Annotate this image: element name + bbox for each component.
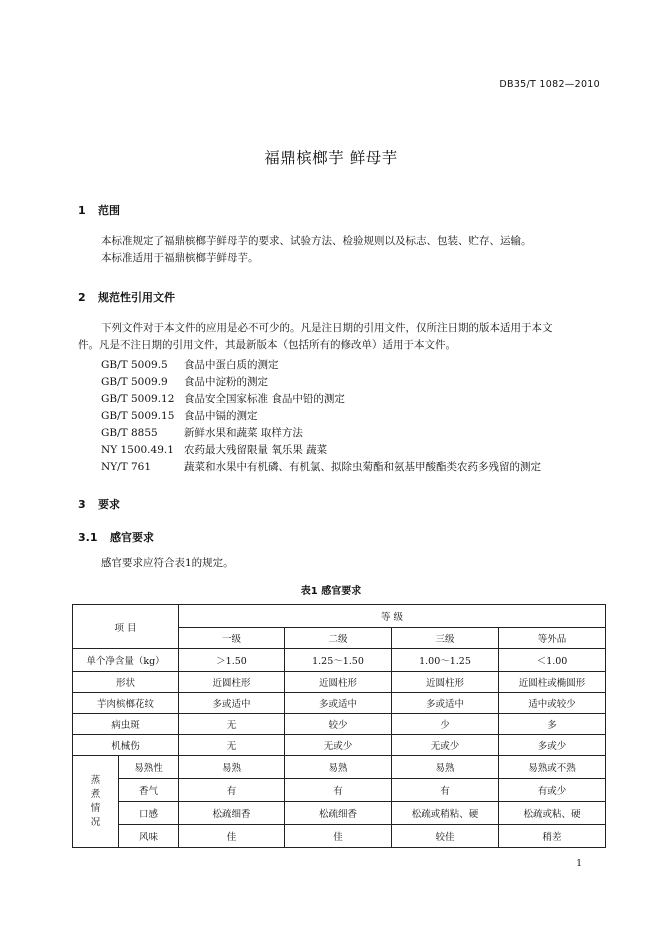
- table-cell: 无: [179, 714, 285, 735]
- row-label: 香气: [119, 779, 179, 802]
- section-title: 规范性引用文件: [98, 291, 175, 304]
- table-cell: 近圆柱或椭圆形: [499, 672, 606, 693]
- reference-name: 食品安全国家标准 食品中铅的测定: [184, 393, 345, 405]
- table-cell: 1.00～1.25: [392, 649, 499, 672]
- table-cell: ＜1.00: [499, 649, 606, 672]
- table-cell: 松疏或稍粘、硬: [392, 802, 499, 825]
- table-cell: 多或适中: [392, 693, 499, 714]
- item-header: 项 目: [73, 605, 179, 649]
- table-cell: 有: [392, 779, 499, 802]
- section-number: 3.1: [78, 531, 98, 544]
- section-2-heading: [78, 289, 175, 305]
- table-row: [73, 714, 606, 735]
- section-2-intro-line-1: 下列文件对于本文件的应用是必不可少的。凡是注日期的引用文件，仅所注日期的版本适用于本文: [101, 322, 553, 334]
- reference-item: [101, 442, 327, 457]
- reference-name: 蔬菜和水果中有机磷、有机氯、拟除虫菊酯和氨基甲酸酯类农药多残留的测定: [184, 461, 541, 473]
- document-title: 福鼎槟榔芋 鲜母芋: [264, 149, 398, 167]
- section-1-heading: [78, 202, 120, 218]
- reference-item: [101, 374, 268, 389]
- table-cell: 无或少: [392, 735, 499, 756]
- reference-item: [101, 391, 345, 406]
- cooking-group-char: 况: [90, 816, 101, 828]
- reference-code: NY 1500.49.1: [101, 444, 174, 456]
- row-label: 口感: [119, 802, 179, 825]
- table-cell: 多或适中: [285, 693, 392, 714]
- table-cell: 松疏细香: [179, 802, 285, 825]
- section-title: 要求: [98, 498, 120, 511]
- row-label: 风味: [119, 825, 179, 848]
- row-label: 机械伤: [73, 735, 179, 756]
- grade-cell: 等外品: [499, 628, 606, 649]
- reference-name: 食品中镉的测定: [184, 410, 258, 422]
- section-title: 感官要求: [110, 531, 154, 544]
- table-cell: 松疏或粘、硬: [499, 802, 606, 825]
- reference-name: 新鲜水果和蔬菜 取样方法: [184, 427, 303, 439]
- table-cell: 少: [392, 714, 499, 735]
- reference-item: [101, 459, 541, 474]
- cooking-group-char: 煮: [90, 788, 101, 800]
- table-cell: 易熟或不熟: [499, 756, 606, 779]
- grade-cell: 一级: [179, 628, 285, 649]
- table-cell: 近圆柱形: [285, 672, 392, 693]
- table-cell: 适中或较少: [499, 693, 606, 714]
- table-row: [73, 825, 606, 848]
- grade-header: 等 级: [179, 605, 606, 628]
- reference-name: 食品中蛋白质的测定: [184, 359, 279, 371]
- grade-cell: 二级: [285, 628, 392, 649]
- table-cell: 多: [499, 714, 606, 735]
- cooking-group-char: 情: [90, 802, 101, 814]
- row-label: 易熟性: [119, 756, 179, 779]
- table-caption: 表1 感官要求: [300, 586, 362, 597]
- section-3-1-para: 感官要求应符合表1的规定。: [101, 557, 234, 569]
- reference-code: GB/T 5009.12: [101, 393, 175, 405]
- table-cell: 松疏细香: [285, 802, 392, 825]
- table-cell: 无或少: [285, 735, 392, 756]
- table-cell: 易熟: [285, 756, 392, 779]
- table-cell: 易熟: [392, 756, 499, 779]
- table-cell: 较少: [285, 714, 392, 735]
- table-cell: 较佳: [392, 825, 499, 848]
- section-3-heading: [78, 496, 120, 512]
- standard-number: DB35/T 1082—2010: [499, 79, 600, 90]
- reference-item: [101, 357, 279, 372]
- section-number: 1: [78, 204, 86, 217]
- table-row: [73, 693, 606, 714]
- table-cell: 近圆柱形: [392, 672, 499, 693]
- reference-code: GB/T 5009.9: [101, 376, 168, 388]
- table-cell: 1.25～1.50: [285, 649, 392, 672]
- page-number: 1: [576, 859, 582, 869]
- table-cell: 有: [179, 779, 285, 802]
- table-cell: 多或适中: [179, 693, 285, 714]
- table-row: [73, 756, 606, 779]
- table-cell: 稍差: [499, 825, 606, 848]
- sensory-requirements-table: [72, 604, 606, 848]
- reference-name: 食品中淀粉的测定: [184, 376, 268, 388]
- section-2-intro-line-2: 件。凡是不注日期的引用文件，其最新版本（包括所有的修改单）适用于本文件。: [78, 339, 456, 351]
- section-3-1-heading: [78, 529, 154, 545]
- table-row: [73, 649, 606, 672]
- section-number: 2: [78, 291, 86, 304]
- table-cell: 佳: [179, 825, 285, 848]
- row-label: 病虫斑: [73, 714, 179, 735]
- table-cell: 近圆柱形: [179, 672, 285, 693]
- row-label: 单个净含量（kg）: [73, 649, 179, 672]
- table-row: [73, 735, 606, 756]
- table-cell: 多或少: [499, 735, 606, 756]
- table-row: [73, 672, 606, 693]
- reference-code: NY/T 761: [101, 461, 152, 473]
- table-cell: 有或少: [499, 779, 606, 802]
- section-title: 范围: [98, 204, 120, 217]
- table-row: [73, 779, 606, 802]
- reference-code: GB/T 5009.15: [101, 410, 175, 422]
- table-header-row: [73, 605, 606, 628]
- table-cell: 佳: [285, 825, 392, 848]
- section-1-para-1: 本标准规定了福鼎槟榔芋鲜母芋的要求、试验方法、检验规则以及标志、包装、贮存、运输。: [101, 235, 532, 247]
- reference-name: 农药最大残留限量 氧乐果 蔬菜: [184, 444, 328, 456]
- table-cell: ＞1.50: [179, 649, 285, 672]
- table-cell: 有: [285, 779, 392, 802]
- section-1-para-2: 本标准适用于福鼎槟榔芋鲜母芋。: [101, 252, 259, 264]
- row-label: 芋肉槟榔花纹: [73, 693, 179, 714]
- reference-code: GB/T 8855: [101, 427, 158, 439]
- reference-item: [101, 408, 258, 423]
- grade-cell: 三级: [392, 628, 499, 649]
- cooking-group-char: 蒸: [90, 774, 101, 786]
- section-number: 3: [78, 498, 86, 511]
- table-row: [73, 802, 606, 825]
- row-label: 形状: [73, 672, 179, 693]
- cooking-group-label: [73, 756, 119, 848]
- table-cell: 易熟: [179, 756, 285, 779]
- table-cell: 无: [179, 735, 285, 756]
- reference-code: GB/T 5009.5: [101, 359, 168, 371]
- reference-item: [101, 425, 303, 440]
